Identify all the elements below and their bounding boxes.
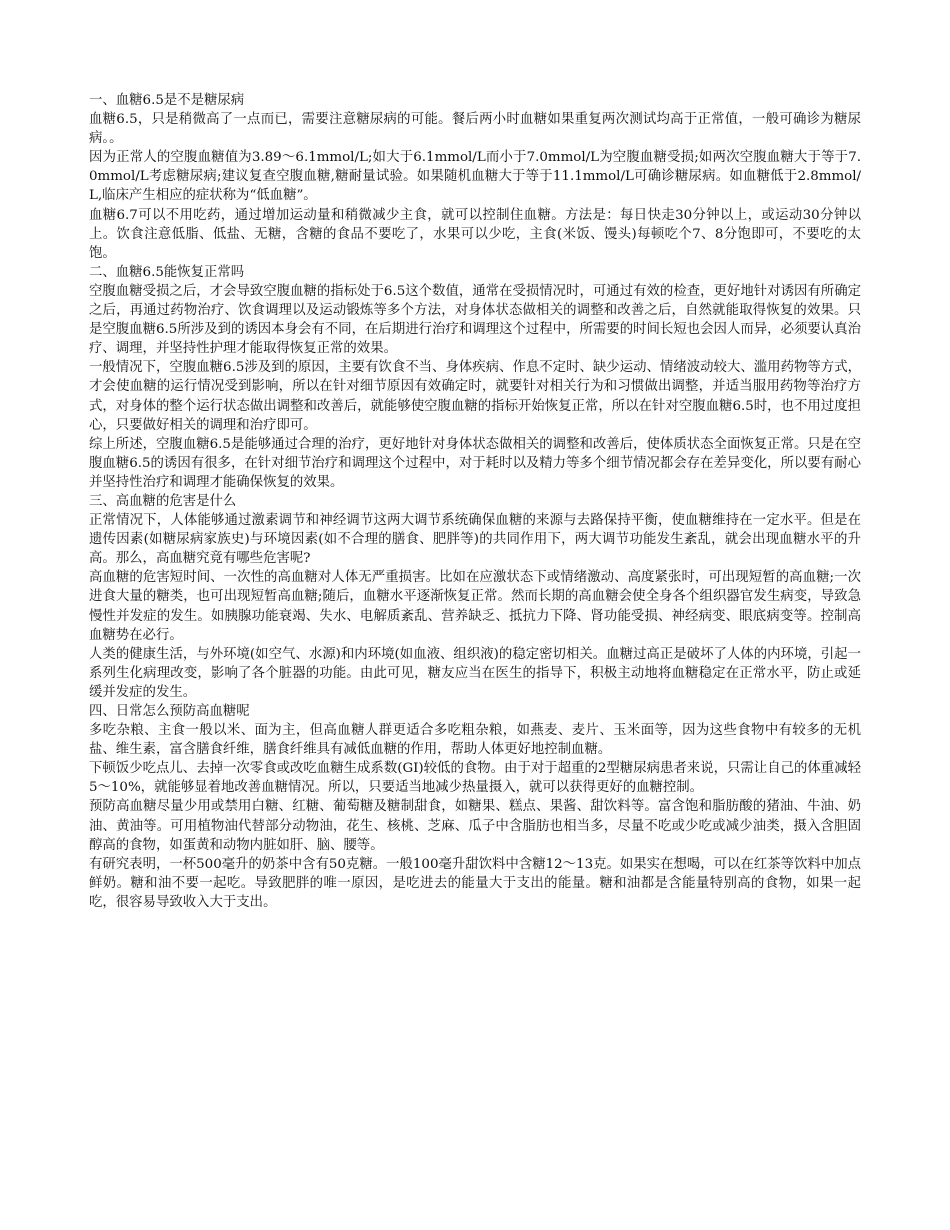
paragraph: 因为正常人的空腹血糖值为3.89～6.1mmol/L;如大于6.1mmol/L而小于7.0mmol/L为空腹血糖受损;如两次空腹血糖大于等于7.0mmol/L考虑糖尿病;建议复查空腹血糖,糖耐量试验。如果随机血糖大于等于11.1mmol/L可确诊糖尿病。如血糖低于2.8mmol/L,临床产生相应的症状称为“低血糖”。 [89, 150, 861, 204]
section-heading: 四、日常怎么预防高血糖呢 [89, 704, 250, 719]
paragraph: 人类的健康生活，与外环境(如空气、水源)和内环境(如血液、组织液)的稳定密切相关。血糖过高正是破坏了人体的内环境，引起一系列生化病理改变，影响了各个脏器的功能。由此可见，糖友应当在医生的指导下，积极主动地将血糖稳定在正常水平，防止或延缓并发症的发生。 [89, 646, 861, 700]
paragraph: 有研究表明，一杯500毫升的奶茶中含有50克糖。一般100毫升甜饮料中含糖12～13克。如果实在想喝，可以在红茶等饮料中加点鲜奶。糖和油不要一起吃。导致肥胖的唯一原因，是吃进去的能量大于支出的能量。糖和油都是含能量特别高的食物，如果一起吃，很容易导致收入大于支出。 [89, 856, 861, 910]
paragraph: 多吃杂粮、主食一般以米、面为主，但高血糖人群更适合多吃粗杂粮，如燕麦、麦片、玉米面等，因为这些食物中有较多的无机盐、维生素，富含膳食纤维，膳食纤维具有减低血糖的作用，帮助人体更好地控制血糖。 [89, 723, 861, 758]
paragraph: 一般情况下，空腹血糖6.5涉及到的原因，主要有饮食不当、身体疾病、作息不定时、缺少运动、情绪波动较大、滥用药物等方式，才会使血糖的运行情况受到影响，所以在针对细节原因有效确定时，就要针对相关行为和习惯做出调整，并适当服用药物等治疗方式，对身体的整个运行状态做出调整和改善后，就能够使空腹血糖的指标开始恢复正常，所以在针对空腹血糖6.5时，也不用过度担心，只要做好相关的调理和治疗即可。 [89, 360, 861, 433]
paragraph: 高血糖的危害短时间、一次性的高血糖对人体无严重损害。比如在应激状态下或情绪激动、高度紧张时，可出现短暂的高血糖;一次进食大量的糖类，也可出现短暂高血糖;随后，血糖水平逐渐恢复正常。然而长期的高血糖会使全身各个组织器官发生病变，导致急慢性并发症的发生。如胰腺功能衰竭、失水、电解质紊乱、营养缺乏、抵抗力下降、肾功能受损、神经病变、眼底病变等。控制高血糖势在必行。 [89, 570, 861, 643]
paragraph: 综上所述，空腹血糖6.5是能够通过合理的治疗，更好地针对身体状态做相关的调整和改善后，使体质状态全面恢复正常。只是在空腹血糖6.5的诱因有很多，在针对细节治疗和调理这个过程中，对于耗时以及精力等多个细节情况都会存在差异变化，所以要有耐心并坚持性治疗和调理才能确保恢复的效果。 [89, 436, 861, 490]
paragraph: 正常情况下，人体能够通过激素调节和神经调节这两大调节系统确保血糖的来源与去路保持平衡，使血糖维持在一定水平。但是在遗传因素(如糖尿病家族史)与环境因素(如不合理的膳食、肥胖等)的共同作用下，两大调节功能发生紊乱，就会出现血糖水平的升高。那么，高血糖究竟有哪些危害呢? [89, 513, 861, 567]
section-heading: 三、高血糖的危害是什么 [89, 493, 237, 509]
section-heading: 二、血糖6.5能恢复正常吗 [89, 264, 245, 280]
paragraph: 预防高血糖尽量少用或禁用白糖、红糖、葡萄糖及糖制甜食，如糖果、糕点、果酱、甜饮料等。富含饱和脂肪酸的猪油、牛油、奶油、黄油等。可用植物油代替部分动物油，花生、核桃、芝麻、瓜子中含脂肪也相当多，尽量不吃或少吃或减少油类，摄入含胆固醇高的食物，如蛋黄和动物内脏如肝、脑、腰等。 [89, 799, 861, 853]
paragraph: 下顿饭少吃点儿、去掉一次零食或改吃血糖生成系数(GI)较低的食物。由于对于超重的2型糖尿病患者来说，只需让自己的体重减轻5～10%，就能够显着地改善血糖情况。所以，只要适当地减少热量摄入，就可以获得更好的血糖控制。 [89, 761, 861, 796]
document-body [89, 91, 861, 912]
paragraph: 空腹血糖受损之后，才会导致空腹血糖的指标处于6.5这个数值，通常在受损情况时，可通过有效的检查，更好地针对诱因有所确定之后，再通过药物治疗、饮食调理以及运动锻炼等多个方法，对身体状态做相关的调整和改善之后，自然就能取得恢复的效果。只是空腹血糖6.5所涉及到的诱因本身会有不同，在后期进行治疗和调理这个过程中，所需要的时间长短也会因人而异，必须要认真治疗、调理，并坚持性护理才能取得恢复正常的效果。 [89, 283, 861, 357]
paragraph: 血糖6.7可以不用吃药，通过增加运动量和稍微减少主食，就可以控制住血糖。方法是：每日快走30分钟以上，或运动30分钟以上。饮食注意低脂、低盐、无糖，含糖的食品不要吃了，水果可以少吃，主食(米饭、馒头)每顿吃个7、8分饱即可，不要吃的太饱。 [89, 207, 861, 261]
section-heading: 一、血糖6.5是不是糖尿病 [89, 93, 245, 108]
paragraph: 血糖6.5，只是稍微高了一点而已，需要注意糖尿病的可能。餐后两小时血糖如果重复两次测试均高于正常值，一般可确诊为糖尿病。。 [89, 112, 861, 147]
